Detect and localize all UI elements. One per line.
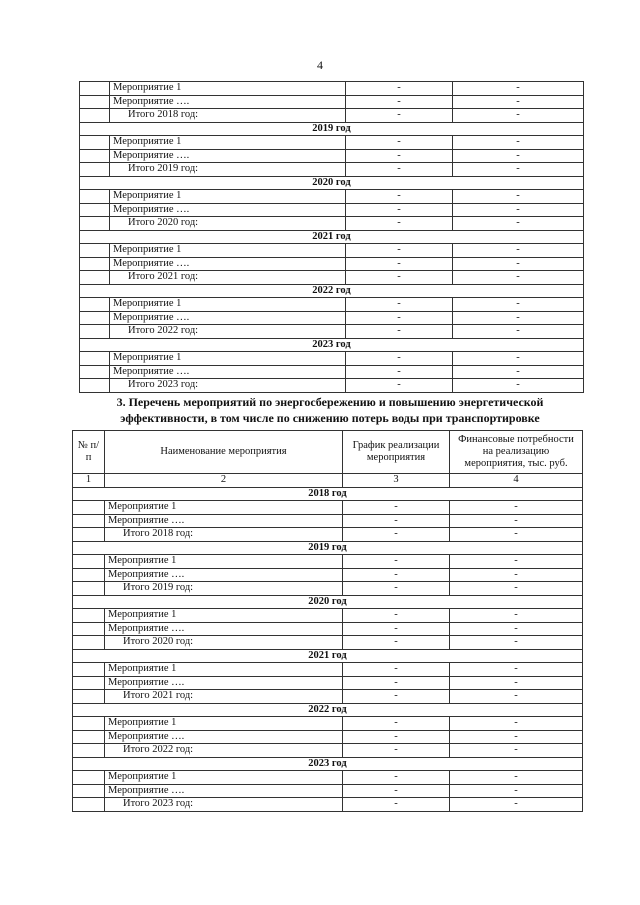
row-number-cell: [73, 609, 105, 623]
finance-cell: -: [450, 744, 583, 758]
row-number-cell: [80, 298, 110, 312]
year-row: [73, 487, 583, 501]
total-label: Итого 2021 год:: [105, 690, 343, 704]
row-number-cell: [80, 379, 110, 393]
row-number-cell: [80, 82, 110, 96]
table-row: [80, 271, 584, 285]
schedule-cell: -: [343, 730, 450, 744]
total-label: Итого 2020 год:: [105, 636, 343, 650]
header-schedule: График реализации мероприятия: [343, 431, 450, 474]
finance-cell: -: [453, 352, 584, 366]
measure-name: Мероприятие ….: [110, 149, 346, 163]
schedule-cell: -: [343, 771, 450, 785]
table-row: [73, 636, 583, 650]
row-number-cell: [73, 528, 105, 542]
schedule-cell: -: [343, 609, 450, 623]
finance-cell: -: [453, 109, 584, 123]
total-label: Итого 2023 год:: [105, 798, 343, 812]
table-row: [80, 217, 584, 231]
schedule-cell: -: [346, 190, 453, 204]
section-3-title: 3. Перечень мероприятий по энергосбережению и повышению энергетической эффективности, в том числе по снижению потерь воды при транспортировке: [116, 395, 544, 425]
finance-cell: -: [453, 298, 584, 312]
row-number-cell: [73, 676, 105, 690]
schedule-cell: -: [346, 244, 453, 258]
year-label: 2021 год: [80, 230, 584, 244]
year-label: 2021 год: [73, 649, 583, 663]
year-label: 2018 год: [73, 487, 583, 501]
measure-name: Мероприятие 1: [110, 82, 346, 96]
measure-name: Мероприятие 1: [110, 190, 346, 204]
row-number-cell: [73, 555, 105, 569]
measure-name: Мероприятие ….: [110, 365, 346, 379]
year-label: 2019 год: [80, 122, 584, 136]
table-row: [73, 784, 583, 798]
total-label: Итого 2020 год:: [110, 217, 346, 231]
row-number-cell: [73, 663, 105, 677]
row-number-cell: [80, 271, 110, 285]
row-number-cell: [80, 244, 110, 258]
year-label: 2020 год: [80, 176, 584, 190]
row-number-cell: [73, 501, 105, 515]
row-number-cell: [80, 109, 110, 123]
row-number-cell: [73, 690, 105, 704]
schedule-cell: -: [343, 744, 450, 758]
measure-name: Мероприятие 1: [110, 136, 346, 150]
finance-cell: -: [450, 609, 583, 623]
year-row: [80, 122, 584, 136]
schedule-cell: -: [346, 271, 453, 285]
measure-name: Мероприятие ….: [105, 676, 343, 690]
schedule-cell: -: [346, 352, 453, 366]
schedule-cell: -: [346, 136, 453, 150]
schedule-cell: -: [346, 95, 453, 109]
row-number-cell: [80, 149, 110, 163]
schedule-cell: -: [346, 365, 453, 379]
row-number-cell: [73, 744, 105, 758]
col-number-2: 2: [105, 474, 343, 488]
finance-cell: -: [453, 379, 584, 393]
finance-cell: -: [453, 311, 584, 325]
schedule-cell: -: [346, 311, 453, 325]
column-number-row: [73, 474, 583, 488]
schedule-cell: -: [343, 622, 450, 636]
table-row: [73, 717, 583, 731]
schedule-cell: -: [346, 298, 453, 312]
row-number-cell: [80, 136, 110, 150]
row-number-cell: [80, 352, 110, 366]
finance-cell: -: [450, 636, 583, 650]
header-number: № п/п: [73, 431, 105, 474]
table-row: [80, 352, 584, 366]
row-number-cell: [80, 217, 110, 231]
year-row: [73, 757, 583, 771]
finance-cell: -: [453, 190, 584, 204]
finance-cell: -: [453, 271, 584, 285]
finance-cell: -: [453, 325, 584, 339]
measure-name: Мероприятие 1: [110, 298, 346, 312]
row-number-cell: [80, 311, 110, 325]
year-row: [73, 541, 583, 555]
measure-name: Мероприятие 1: [105, 717, 343, 731]
table-row: [73, 690, 583, 704]
schedule-cell: -: [343, 663, 450, 677]
finance-cell: -: [453, 203, 584, 217]
table-row: [80, 365, 584, 379]
schedule-cell: -: [343, 568, 450, 582]
measure-name: Мероприятие 1: [105, 771, 343, 785]
table-row: [80, 136, 584, 150]
total-label: Итого 2018 год:: [105, 528, 343, 542]
year-row: [80, 176, 584, 190]
total-label: Итого 2019 год:: [110, 163, 346, 177]
measure-name: Мероприятие 1: [105, 501, 343, 515]
total-label: Итого 2021 год:: [110, 271, 346, 285]
schedule-cell: -: [343, 514, 450, 528]
finance-cell: -: [450, 514, 583, 528]
year-row: [80, 338, 584, 352]
table-row: [80, 82, 584, 96]
table-row: [80, 257, 584, 271]
row-number-cell: [73, 568, 105, 582]
row-number-cell: [73, 798, 105, 812]
table-row: [73, 663, 583, 677]
finance-cell: -: [450, 730, 583, 744]
total-label: Итого 2022 год:: [110, 325, 346, 339]
finance-cell: -: [453, 82, 584, 96]
measure-name: Мероприятие 1: [105, 555, 343, 569]
row-number-cell: [80, 325, 110, 339]
schedule-cell: -: [346, 217, 453, 231]
schedule-cell: -: [343, 636, 450, 650]
finance-cell: -: [453, 257, 584, 271]
finance-cell: -: [453, 136, 584, 150]
row-number-cell: [80, 190, 110, 204]
table-row: [73, 676, 583, 690]
row-number-cell: [80, 95, 110, 109]
row-number-cell: [80, 257, 110, 271]
schedule-cell: -: [343, 690, 450, 704]
table-row: [80, 311, 584, 325]
schedule-cell: -: [343, 501, 450, 515]
year-label: 2020 год: [73, 595, 583, 609]
measure-name: Мероприятие ….: [105, 622, 343, 636]
table-row: [80, 163, 584, 177]
finance-cell: -: [450, 717, 583, 731]
measure-name: Мероприятие ….: [105, 568, 343, 582]
measure-name: Мероприятие ….: [105, 730, 343, 744]
row-number-cell: [73, 784, 105, 798]
table-row: [80, 203, 584, 217]
table-row: [80, 298, 584, 312]
table-row: [73, 555, 583, 569]
table-row: [73, 609, 583, 623]
measure-name: Мероприятие ….: [105, 784, 343, 798]
table-row: [73, 568, 583, 582]
table-row: [73, 771, 583, 785]
schedule-cell: -: [346, 149, 453, 163]
page-number: 4: [317, 58, 323, 72]
measure-name: Мероприятие ….: [110, 257, 346, 271]
col-number-1: 1: [73, 474, 105, 488]
row-number-cell: [73, 622, 105, 636]
table-row: [73, 514, 583, 528]
finance-cell: -: [450, 582, 583, 596]
finance-cell: -: [450, 528, 583, 542]
finance-cell: -: [450, 690, 583, 704]
row-number-cell: [73, 514, 105, 528]
table-row: [80, 149, 584, 163]
total-label: Итого 2022 год:: [105, 744, 343, 758]
finance-cell: -: [450, 771, 583, 785]
schedule-cell: -: [343, 555, 450, 569]
measure-name: Мероприятие ….: [110, 203, 346, 217]
table-row: [80, 379, 584, 393]
table-row: [73, 798, 583, 812]
schedule-cell: -: [346, 163, 453, 177]
year-row: [80, 230, 584, 244]
schedule-cell: -: [343, 717, 450, 731]
measure-name: Мероприятие ….: [105, 514, 343, 528]
year-label: 2022 год: [73, 703, 583, 717]
finance-cell: -: [453, 244, 584, 258]
row-number-cell: [73, 730, 105, 744]
table-row: [73, 622, 583, 636]
row-number-cell: [73, 771, 105, 785]
schedule-cell: -: [346, 325, 453, 339]
year-row: [80, 284, 584, 298]
table-row: [80, 95, 584, 109]
measure-name: Мероприятие ….: [110, 311, 346, 325]
year-row: [73, 649, 583, 663]
col-number-4: 4: [450, 474, 583, 488]
finance-cell: -: [450, 798, 583, 812]
year-label: 2023 год: [73, 757, 583, 771]
total-label: Итого 2018 год:: [110, 109, 346, 123]
table-row: [73, 744, 583, 758]
measure-name: Мероприятие 1: [105, 609, 343, 623]
year-row: [73, 595, 583, 609]
measure-name: Мероприятие 1: [105, 663, 343, 677]
table-row: [73, 501, 583, 515]
finance-cell: -: [450, 676, 583, 690]
finance-cell: -: [453, 95, 584, 109]
table-row: [80, 325, 584, 339]
finance-cell: -: [453, 365, 584, 379]
row-number-cell: [73, 717, 105, 731]
finance-cell: -: [450, 555, 583, 569]
table-row: [73, 730, 583, 744]
schedule-cell: -: [346, 82, 453, 96]
measure-name: Мероприятие ….: [110, 95, 346, 109]
table-header-row: [73, 431, 583, 474]
finance-cell: -: [453, 149, 584, 163]
year-label: 2023 год: [80, 338, 584, 352]
row-number-cell: [73, 582, 105, 596]
finance-cell: -: [450, 784, 583, 798]
table-row: [80, 244, 584, 258]
table-row: [80, 190, 584, 204]
col-number-3: 3: [343, 474, 450, 488]
year-label: 2022 год: [80, 284, 584, 298]
schedule-cell: -: [343, 528, 450, 542]
measure-name: Мероприятие 1: [110, 352, 346, 366]
finance-cell: -: [450, 663, 583, 677]
schedule-cell: -: [346, 109, 453, 123]
total-label: Итого 2019 год:: [105, 582, 343, 596]
header-measure-name: Наименование мероприятия: [105, 431, 343, 474]
schedule-cell: -: [343, 582, 450, 596]
finance-cell: -: [450, 501, 583, 515]
finance-cell: -: [453, 163, 584, 177]
table-row: [80, 109, 584, 123]
row-number-cell: [73, 636, 105, 650]
schedule-cell: -: [346, 203, 453, 217]
measure-name: Мероприятие 1: [110, 244, 346, 258]
row-number-cell: [80, 163, 110, 177]
header-finance: Финансовые потребности на реализацию мероприятия, тыс. руб.: [450, 431, 583, 474]
finance-cell: -: [450, 568, 583, 582]
row-number-cell: [80, 203, 110, 217]
measures-table-continued: [79, 81, 584, 393]
year-label: 2019 год: [73, 541, 583, 555]
finance-cell: -: [453, 217, 584, 231]
energy-efficiency-measures-table: [72, 430, 583, 812]
schedule-cell: -: [343, 676, 450, 690]
schedule-cell: -: [343, 798, 450, 812]
finance-cell: -: [450, 622, 583, 636]
year-row: [73, 703, 583, 717]
schedule-cell: -: [343, 784, 450, 798]
schedule-cell: -: [346, 257, 453, 271]
schedule-cell: -: [346, 379, 453, 393]
total-label: Итого 2023 год:: [110, 379, 346, 393]
table-row: [73, 528, 583, 542]
table-row: [73, 582, 583, 596]
row-number-cell: [80, 365, 110, 379]
